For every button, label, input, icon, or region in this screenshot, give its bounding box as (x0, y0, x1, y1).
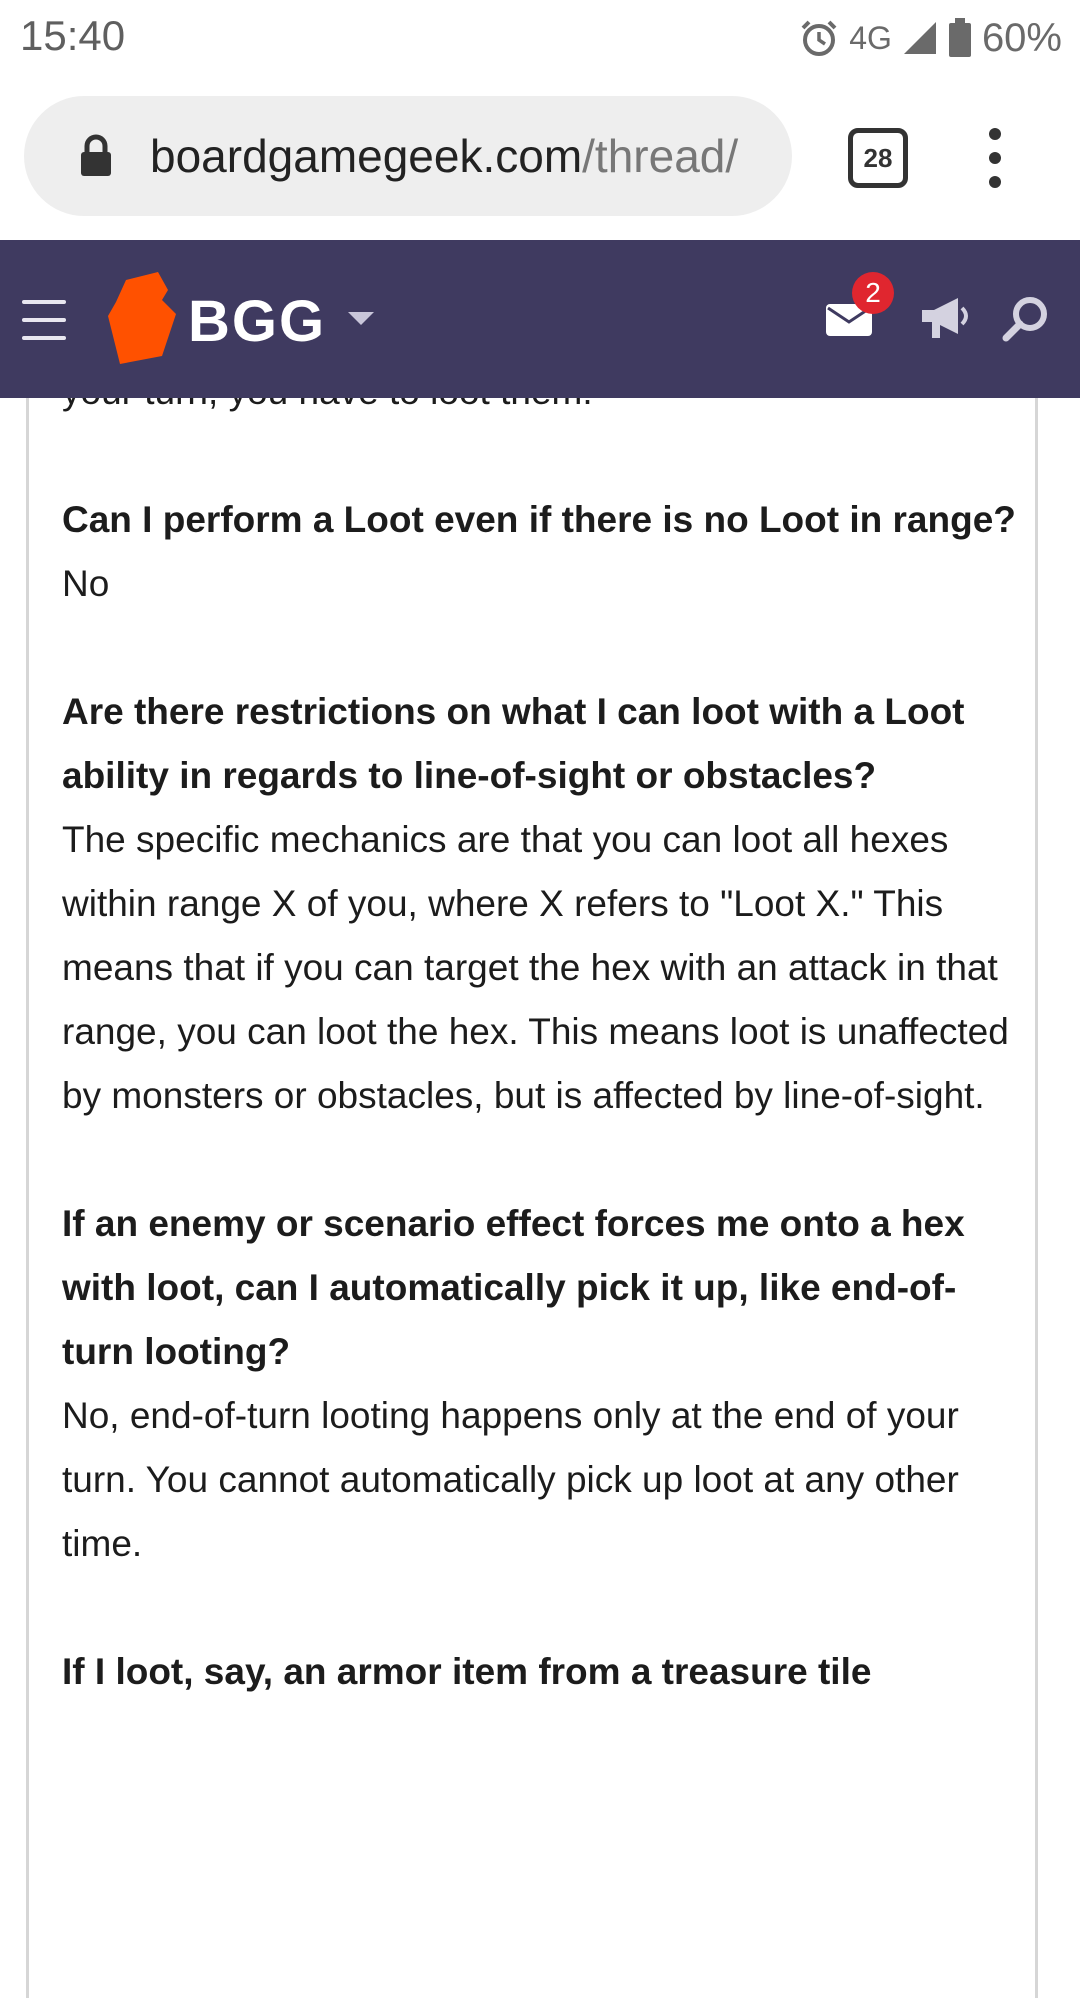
tab-count: 28 (863, 142, 893, 173)
hamburger-menu-icon[interactable] (22, 300, 66, 340)
browser-toolbar (0, 76, 1080, 240)
status-bar (0, 0, 1080, 76)
faq-item (62, 1192, 1022, 1576)
chevron-down-icon[interactable] (348, 312, 374, 325)
menu-dot (989, 128, 1001, 140)
faq-item (62, 1640, 1022, 1704)
url-text[interactable] (150, 129, 738, 183)
faq-question: If I loot, say, an armor item from a treasure tile (62, 1651, 872, 1692)
tab-switcher-button[interactable] (848, 128, 908, 188)
faq-answer: The specific mechanics are that you can loot all hexes within range X of you, where X refers to "Loot X." This means that if you can target the hex with an attack in that range, you can loot the hex. This means loot is unaffected by monsters or obstacles, but is affected by line-of-sight. (62, 819, 1009, 1116)
faq-answer: No, end-of-turn looting happens only at the end of your turn. You cannot automatically pick up loot at any other time. (62, 1395, 959, 1564)
url-domain: boardgamegeek.com (150, 130, 583, 182)
post-body (62, 360, 1022, 1768)
bgg-logo-icon[interactable] (108, 272, 176, 364)
search-icon[interactable] (1002, 294, 1050, 342)
faq-answer: No (62, 563, 110, 604)
browser-menu-button[interactable] (980, 128, 1010, 188)
lock-icon (76, 126, 116, 186)
network-type: 4G (849, 19, 892, 56)
faq-question: Can I perform a Loot even if there is no Loot in range? (62, 499, 1016, 540)
menu-dot (989, 176, 1001, 188)
faq-item (62, 488, 1022, 616)
signal-icon (902, 20, 938, 56)
status-time: 15:40 (20, 12, 126, 59)
megaphone-icon[interactable] (918, 296, 970, 342)
faq-item (62, 680, 1022, 1128)
url-path: /thread/ (582, 130, 739, 182)
battery-icon (948, 18, 972, 58)
menu-dot (989, 152, 1001, 164)
site-header (0, 240, 1080, 398)
faq-question: Are there restrictions on what I can loot with a Loot ability in regards to line-of-sight or obstacles? (62, 691, 965, 796)
address-bar[interactable] (24, 96, 792, 216)
thread-content (0, 398, 1080, 1920)
status-indicators (799, 12, 1062, 64)
battery-percent: 60% (981, 15, 1062, 60)
faq-question: If an enemy or scenario effect forces me onto a hex with loot, can I automatically pick it up, like end-of-turn looting? (62, 1203, 965, 1372)
notification-badge: 2 (852, 272, 894, 314)
alarm-icon (799, 18, 839, 58)
site-logo-text[interactable]: BGG (188, 289, 327, 354)
forum-post (26, 398, 1038, 1998)
